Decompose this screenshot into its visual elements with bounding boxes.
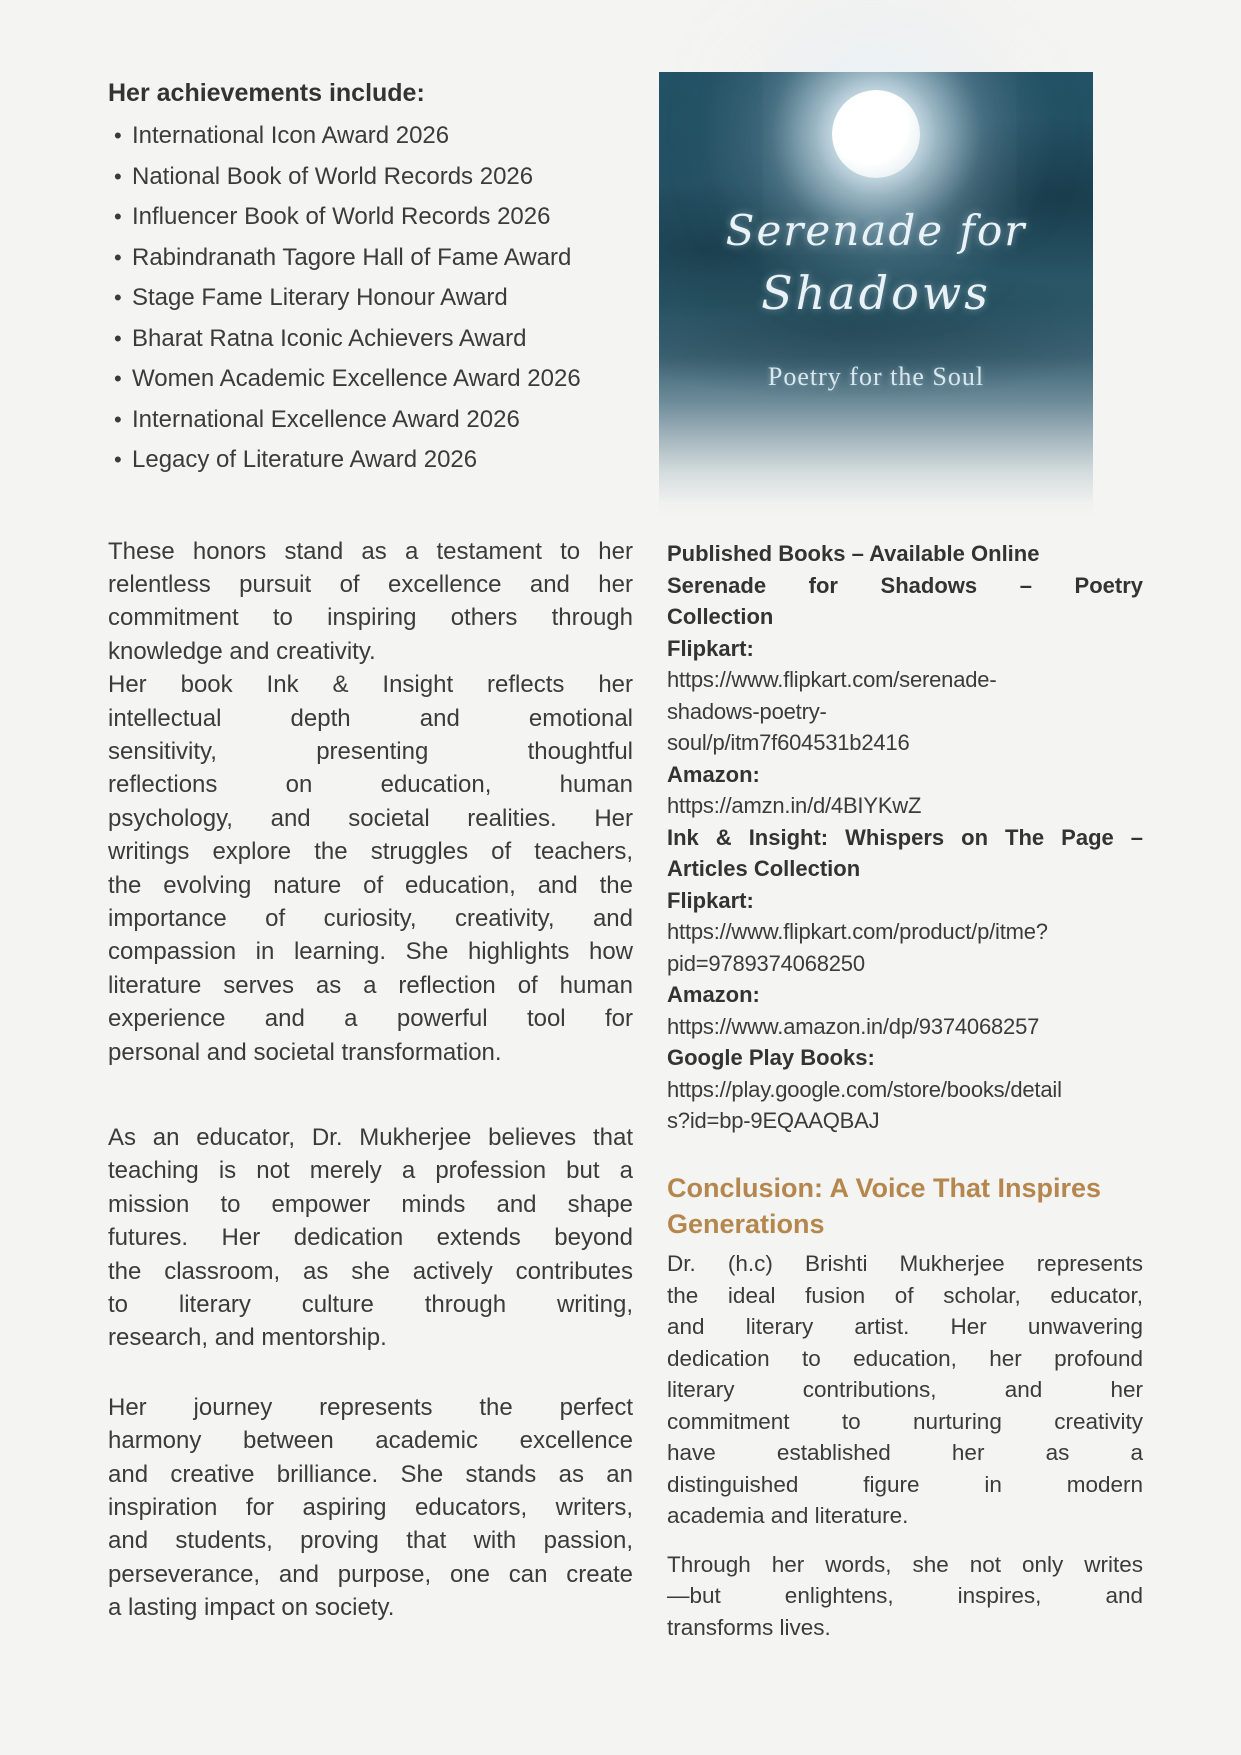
book-link-url[interactable]: soul/p/itm7f604531b2416 — [667, 730, 910, 755]
text-line: teaching is not merely a profession but a — [108, 1157, 633, 1185]
moon-graphic — [832, 90, 920, 178]
achievement-item: • Influencer Book of World Records 2026 — [108, 197, 633, 238]
book-label: Amazon: — [667, 982, 760, 1007]
book-link-url[interactable]: s?id=bp-9EQAAQBAJ — [667, 1108, 880, 1133]
cover-title-line2: Shadows — [761, 266, 991, 320]
paragraph — [667, 1248, 1143, 1532]
text-line: and creative brilliance. She stands as an — [108, 1460, 633, 1488]
text-line: As an educator, Dr. Mukherjee believes that — [108, 1124, 633, 1151]
published-books-section — [667, 538, 1143, 1137]
conclusion-paragraphs — [667, 1248, 1143, 1643]
cover-title-line1: Serenade for — [725, 206, 1027, 255]
text-line: reflections on education, human — [108, 771, 633, 799]
text-line: academia and literature. — [667, 1503, 909, 1528]
text-line: and students, proving that with passion, — [108, 1527, 633, 1555]
text-line: Her book Ink & Insight reflects her — [108, 671, 633, 699]
text-line: Her journey represents the perfect — [108, 1393, 633, 1421]
book-label: Serenade for Shadows – Poetry — [667, 572, 1143, 598]
text-line: literature serves as a reflection of human — [108, 971, 633, 999]
text-line: knowledge and creativity. — [108, 637, 376, 665]
text-line: transforms lives. — [667, 1614, 831, 1640]
text-line: have established her as a — [667, 1440, 1143, 1465]
text-line: futures. Her dedication extends beyond — [108, 1224, 633, 1252]
text-line: —but enlightens, inspires, and — [667, 1583, 1143, 1608]
achievement-item: • Bharat Ratna Iconic Achievers Award — [108, 319, 633, 360]
text-line: writings explore the struggles of teachers, — [108, 838, 633, 866]
book-link-url[interactable]: https://www.flipkart.com/product/p/itme? — [667, 919, 1048, 944]
achievement-item: • Legacy of Literature Award 2026 — [108, 440, 633, 481]
text-line: relentless pursuit of excellence and her — [108, 570, 633, 598]
book-label: Published Books – Available Online — [667, 541, 1040, 566]
achievements-list — [108, 116, 633, 481]
text-line: importance of curiosity, creativity, and — [108, 904, 633, 932]
paragraph — [108, 535, 633, 669]
text-line: harmony between academic excellence — [108, 1427, 633, 1455]
left-column — [108, 78, 633, 1625]
conclusion-heading — [667, 1170, 1143, 1242]
book-link-url[interactable]: https://amzn.in/d/4BIYKwZ — [667, 793, 922, 818]
text-line: personal and societal transformation. — [108, 1038, 502, 1066]
text-line: psychology, and societal realities. Her — [108, 804, 633, 832]
text-line: dedication to education, her profound — [667, 1345, 1143, 1371]
achievement-item: • International Icon Award 2026 — [108, 116, 633, 157]
book-link-url[interactable]: shadows-poetry- — [667, 698, 827, 724]
achievements-heading: Her achievements include: — [108, 79, 425, 107]
achievement-item: • Stage Fame Literary Honour Award — [108, 278, 633, 319]
book-link-url[interactable]: https://www.amazon.in/dp/9374068257 — [667, 1013, 1040, 1039]
conclusion-heading-line2: Generations — [667, 1209, 825, 1239]
text-line: and literary artist. Her unwavering — [667, 1314, 1143, 1339]
text-line: a lasting impact on society. — [108, 1594, 395, 1622]
book-label: Flipkart: — [667, 887, 754, 913]
text-line: commitment to inspiring others through — [108, 604, 633, 632]
achievement-item: • Women Academic Excellence Award 2026 — [108, 359, 633, 400]
text-line: research, and mentorship. — [108, 1324, 387, 1352]
book-cover-image — [659, 72, 1093, 517]
text-line: Dr. (h.c) Brishti Mukherjee represents — [667, 1251, 1143, 1276]
book-label: Articles Collection — [667, 856, 861, 881]
text-line: Through her words, she not only writes — [667, 1551, 1143, 1577]
paragraph — [108, 668, 633, 1069]
text-line: the classroom, as she actively contributes — [108, 1257, 633, 1285]
book-link-url[interactable]: https://play.google.com/store/books/detail — [667, 1076, 1062, 1102]
text-line: inspiration for aspiring educators, writers, — [108, 1494, 633, 1522]
book-link-url[interactable]: https://www.flipkart.com/serenade- — [667, 667, 997, 692]
text-line: intellectual depth and emotional — [108, 704, 633, 732]
achievement-item: • National Book of World Records 2026 — [108, 157, 633, 198]
book-label: Flipkart: — [667, 635, 754, 661]
conclusion-heading-line1: Conclusion: A Voice That Inspires — [667, 1173, 1102, 1203]
paragraph — [667, 1549, 1143, 1644]
text-line: commitment to nurturing creativity — [667, 1408, 1143, 1434]
text-line: distinguished figure in modern — [667, 1471, 1143, 1497]
text-line: literary contributions, and her — [667, 1377, 1143, 1402]
left-paragraphs — [108, 535, 633, 1625]
book-label: Collection — [667, 604, 774, 629]
book-link-url[interactable]: pid=9789374068250 — [667, 950, 865, 976]
text-line: the ideal fusion of scholar, educator, — [667, 1282, 1143, 1308]
text-line: sensitivity, presenting thoughtful — [108, 737, 633, 765]
text-line: experience and a powerful tool for — [108, 1005, 633, 1033]
book-label: Amazon: — [667, 761, 760, 787]
achievement-item: • Rabindranath Tagore Hall of Fame Award — [108, 238, 633, 279]
text-line: the evolving nature of education, and the — [108, 871, 633, 899]
paragraph — [108, 1121, 633, 1355]
achievement-item: • International Excellence Award 2026 — [108, 400, 633, 441]
cover-subtitle: Poetry for the Soul — [767, 362, 985, 391]
paragraph — [108, 1391, 633, 1625]
text-line: These honors stand as a testament to her — [108, 537, 633, 565]
text-line: mission to empower minds and shape — [108, 1190, 633, 1218]
book-label: Google Play Books: — [667, 1045, 875, 1070]
book-label: Ink & Insight: Whispers on The Page – — [667, 824, 1143, 850]
text-line: compassion in learning. She highlights how — [108, 938, 633, 966]
text-line: to literary culture through writing, — [108, 1291, 633, 1319]
text-line: perseverance, and purpose, one can create — [108, 1560, 633, 1588]
